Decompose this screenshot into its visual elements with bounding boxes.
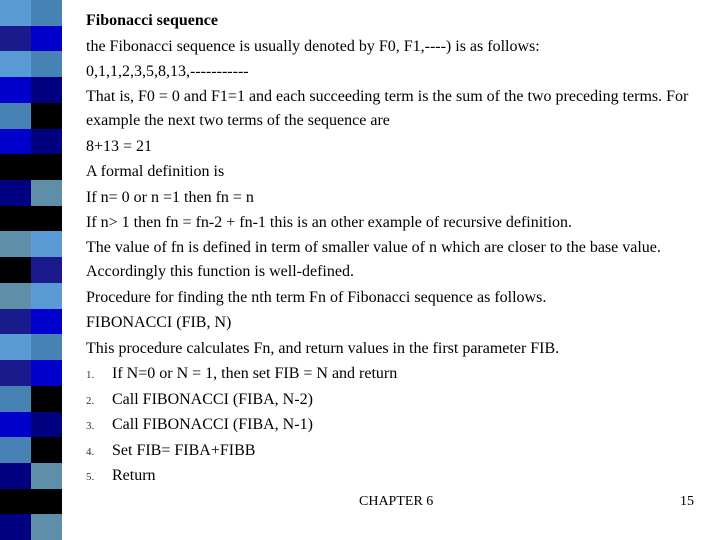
stripe-tile: [31, 0, 62, 26]
text-line: 8+13 = 21: [86, 137, 153, 155]
stripe-tile: [0, 77, 31, 103]
stripe-tile: [0, 437, 31, 463]
stripe-tile: [31, 334, 62, 360]
text-line: A formal definition is: [86, 163, 225, 180]
stripe-tile: [0, 103, 31, 129]
stripe-tile: [0, 334, 31, 360]
stripe-tile: [31, 103, 62, 129]
stripe-tile: [31, 412, 62, 438]
stripe-tile: [31, 154, 62, 180]
stripe-tile: [31, 257, 62, 283]
stripe-tile: [31, 360, 62, 386]
text-line: If n= 0 or n =1 then fn = n: [86, 188, 254, 206]
list-item: [86, 361, 696, 387]
step-number: 1.: [86, 369, 95, 381]
list-item: [86, 463, 696, 489]
step-text: Call FIBONACCI (FIBA, N-1): [112, 416, 313, 433]
stripe-tile: [0, 206, 31, 232]
stripe-tile: [31, 129, 62, 155]
stripe-tile: [0, 489, 31, 515]
stripe-tile: [0, 463, 31, 489]
stripe-tile: [0, 386, 31, 412]
stripe-tile: [31, 514, 62, 540]
text-line: This procedure calculates Fn, and return values in the first parameter FIB.: [86, 339, 560, 357]
step-text: Call FIBONACCI (FIBA, N-2): [112, 390, 313, 408]
step-text: Set FIB= FIBA+FIBB: [112, 441, 256, 459]
step-number: 5.: [86, 471, 95, 483]
stripe-tile: [0, 412, 31, 438]
stripe-tile: [31, 283, 62, 309]
stripe-tile: [31, 180, 62, 206]
stripe-tile: [0, 26, 31, 52]
stripe-tile: [31, 437, 62, 463]
stripe-tile: [0, 129, 31, 155]
footer-chapter: CHAPTER 6: [359, 494, 434, 509]
text-line: FIBONACCI (FIB, N): [86, 314, 232, 331]
stripe-tile: [0, 154, 31, 180]
stripe-tile: [0, 257, 31, 283]
text-line: If n> 1 then fn = fn-2 + fn-1 this is an other example of recursive definition.: [86, 214, 573, 231]
stripe-tile: [31, 386, 62, 412]
stripe-tile: [0, 283, 31, 309]
step-number: 2.: [86, 394, 95, 407]
stripe-tile: [0, 0, 31, 26]
step-text: Return: [112, 467, 156, 484]
list-item: [86, 412, 696, 438]
stripe-tile: [31, 489, 62, 515]
text-line: the Fibonacci sequence is usually denoted by F0, F1,----) is as follows:: [86, 37, 540, 55]
list-item: [86, 387, 696, 413]
text-line: That is, F0 = 0 and F1=1 and each succeeding term is the sum of the two preceding terms. For example the next two terms of the sequence are: [86, 87, 689, 129]
text-line: 0,1,1,2,3,5,8,13,-----------: [86, 63, 249, 80]
page-number: 15: [680, 494, 694, 509]
list-item: [86, 438, 696, 464]
step-number: 3.: [86, 420, 95, 432]
stripe-tile: [0, 309, 31, 335]
stripe-tile: [0, 514, 31, 540]
slide-content: [86, 8, 696, 489]
stripe-tile: [0, 180, 31, 206]
stripe-tile: [0, 51, 31, 77]
slide-title: Fibonacci sequence: [86, 12, 218, 29]
step-text: If N=0 or N = 1, then set FIB = N and return: [112, 365, 398, 382]
stripe-tile: [31, 206, 62, 232]
step-number: 4.: [86, 445, 95, 458]
stripe-tile: [31, 51, 62, 77]
stripe-tile: [31, 309, 62, 335]
stripe-tile: [31, 231, 62, 257]
stripe-tile: [0, 360, 31, 386]
stripe-tile: [31, 26, 62, 52]
stripe-tile: [0, 231, 31, 257]
stripe-tile: [31, 77, 62, 103]
decorative-stripe: [0, 0, 62, 540]
text-line: The value of fn is defined in term of smaller value of n which are closer to the base value. Accordingly this function is well-defined.: [86, 238, 661, 280]
stripe-tile: [31, 463, 62, 489]
text-line: Procedure for finding the nth term Fn of Fibonacci sequence as follows.: [86, 288, 547, 306]
